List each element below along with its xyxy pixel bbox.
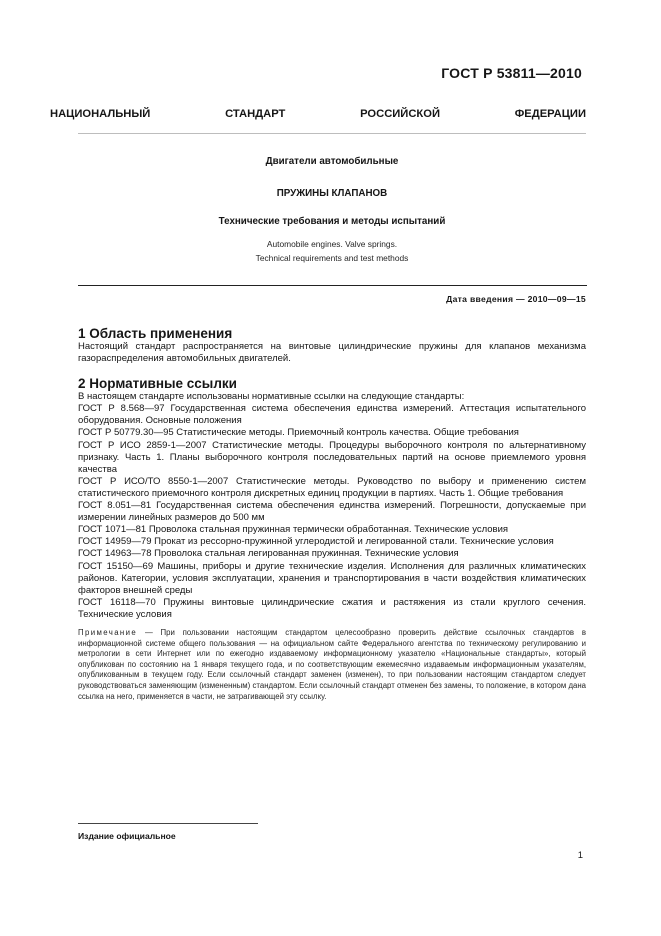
title-springs: ПРУЖИНЫ КЛАПАНОВ (276, 188, 388, 199)
reference-item: ГОСТ 1071—81 Проволока стальная пружинная термически обработанная. Технические условия (78, 524, 509, 536)
title-main: Двигатели автомобильные (265, 156, 399, 167)
note (78, 628, 586, 702)
banner-divider (78, 133, 586, 134)
section2-heading: 2 Нормативные ссылки (78, 376, 237, 392)
section1-heading: 1 Область применения (78, 326, 233, 341)
title-requirements: Технические требования и методы испытаний (218, 216, 446, 227)
note-text: — При пользовании настоящим стандартом целесообразно проверить действие ссылочных стандартов в информационной системе общего пользования — на официальном сайте Федерального агентства по техническому регулированию и метрологии в сети Интернет или по ежегодно издаваемому информационному указателю «Национальные стандарты», который опубликован по состоянию на 1 января текущего года, и по соответствующим ежемесячно издаваемым информационным указателям, опубликованным в текущем году. Если ссылочный стандарт заменен (изменен), то при пользовании настоящим стандартом следует руководствоваться заменяющим (измененным) стандартом. Если ссылочный стандарт отменен без замены, то положение, в котором дана ссылка на него, применяется в части, не затрагивающей эту ссылку. (78, 627, 586, 701)
reference-item: ГОСТ 8.051—81 Государственная система обеспечения единства измерений. Погрешности, допускаемые при измерении линейных размеров до 500 мм (78, 500, 586, 524)
section1-text: Настоящий стандарт распространяется на винтовые цилиндрические пружины для клапанов механизма газораспределения автомобильных двигателей. (78, 341, 586, 365)
title-english-line2: Technical requirements and test methods (255, 253, 409, 263)
reference-item: ГОСТ 15150—69 Машины, приборы и другие технические изделия. Исполнения для различных климатических районов. Категории, условия эксплуатации, хранения и транспортирования в части воздействия климатических факторов внешней среды (78, 560, 586, 596)
reference-item: ГОСТ 14959—79 Прокат из рессорно-пружинной углеродистой и легированной стали. Технические условия (78, 536, 554, 548)
title-divider (78, 285, 587, 286)
title-english-line1: Automobile engines. Valve springs. (266, 239, 398, 249)
note-label: Примечание (78, 627, 138, 637)
reference-item: ГОСТ Р 8.568—97 Государственная система обеспечения единства измерений. Аттестация испытательного оборудования. Основные положения (78, 403, 586, 427)
reference-item: ГОСТ Р ИСО 2859-1—2007 Статистические методы. Процедуры выборочного контроля по альтернативному признаку. Часть 1. Планы выборочного контроля последовательных партий на основе приемлемого уровня качества (78, 439, 586, 475)
references-list (78, 403, 586, 621)
section2-intro: В настоящем стандарте использованы нормативные ссылки на следующие стандарты: (78, 391, 465, 403)
reference-item: ГОСТ 14963—78 Проволока стальная легированная пружинная. Технические условия (78, 548, 459, 560)
edition-label: Издание официальное (78, 831, 176, 841)
edition-divider (78, 823, 258, 824)
title-block (78, 156, 586, 263)
intro-date: Дата введения — 2010—09—15 (446, 294, 586, 304)
reference-item: ГОСТ Р 50779.30—95 Статистические методы. Приемочный контроль качества. Общие требования (78, 427, 519, 439)
reference-item: ГОСТ 16118—70 Пружины винтовые цилиндрические сжатия и растяжения из стали круглого сечения. Технические условия (78, 596, 586, 620)
reference-item: ГОСТ Р ИСО/ТО 8550-1—2007 Статистические методы. Руководство по выбору и применению систем статистического приемочного контроля дискретных единиц продукции в партиях. Часть 1. Общие требования (78, 475, 586, 499)
doc-number: ГОСТ Р 53811—2010 (441, 65, 582, 81)
document-body (78, 326, 586, 702)
standard-banner: НАЦИОНАЛЬНЫЙ СТАНДАРТ РОССИЙСКОЙ ФЕДЕРАЦИИ (50, 108, 586, 120)
page-number: 1 (577, 850, 583, 861)
